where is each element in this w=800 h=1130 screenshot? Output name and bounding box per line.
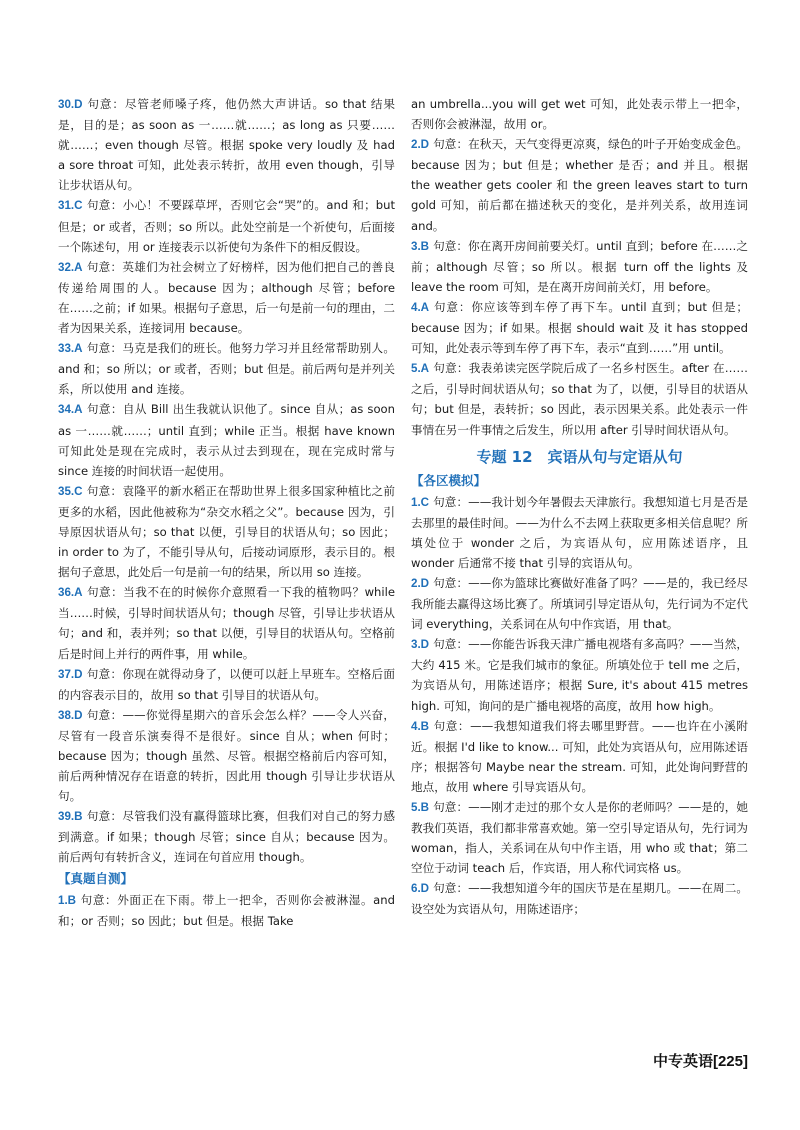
left-tail-entries [58,890,395,931]
answer-number: 6. [411,882,421,896]
answer-entry [411,134,748,235]
answer-explanation: 句意：——刚才走过的那个女人是你的老师吗？——是的，她教我们英语，我们都非常喜欢她。第一空引导定语从句，先行词为 woman，指人，关系词在从句中作主语，用 who 或 that；第二空位于动词 teach 后，作宾语，用人称代词宾格 us。 [411,800,748,876]
answer-explanation: 句意：我表弟读完医学院后成了一名乡村医生。after 在……之后，引导时间状语从句；so that 为了，以便，引导目的状语从句；but 但是，表转折；so 因此，表示因果关系。此处表示一件事情在另一件事情之后发生，所以用 after 引导时间状语从句。 [411,361,748,437]
answer-entry [58,257,395,338]
answer-number: 38. [58,708,75,722]
answer-entry [58,338,395,399]
answer-number: 34. [58,403,75,417]
answer-explanation: 句意：你在离开房间前要关灯。until 直到；before 在……之前；although 尽管；so 所以。根据 turn off the lights 及 leave the room 可知，是在离开房间前关灯，用 before。 [411,238,748,294]
answer-explanation: 句意：——我想知道我们将去哪里野营。——也许在小溪附近。根据 I'd like to know... 可知，此处为宾语从句，应用陈述语序；根据答句 Maybe near the stream. 可知，此处询问野营的地点，故用 where 引导宾语从句。 [411,718,748,794]
footer-label: 中专英语 [652,1052,713,1070]
answer-letter: C [420,495,430,509]
answer-number: 35. [58,484,75,498]
answer-letter: D [74,98,83,111]
answer-explanation: 句意：尽管老师嗓子疼，他仍然大声讲话。so that 结果是，目的是；as soon as 一……就……；as long as 只要……就……；even though 尽管。根据 spoke very loudly 及 had a sore throat 可知，此处表示转折，故用 even though，引导让步状语从句。 [58,97,395,193]
answer-entry [411,236,748,297]
answer-number: 3. [411,638,421,652]
answer-entry [411,797,748,878]
answer-explanation: 句意：小心！不要踩草坪，否则它会“哭”的。and 和；but 但是；or 或者，否则；so 所以。此处空前是一个祈使句，后面接一个陈述句，用 or 连接表示以祈使句为条件下的相反假设。 [58,198,395,254]
right-column [411,94,748,920]
answer-letter: C [74,484,83,498]
answer-explanation: 句意：——我想知道今年的国庆节是在星期几。——在周二。设空处为宾语从句，用陈述语序； [411,881,748,917]
section-tag-real-exam: 【真题自测】 [58,870,134,886]
continued-text: an umbrella...you will get wet 可知，此处表示带上一把伞，否则你会被淋湿，故用 or。 [411,97,748,132]
answer-explanation: 句意：在秋天，天气变得更凉爽，绿色的叶子开始变成金色。because 因为；but 但是；whether 是否；and 并且。根据 the weather gets cooler 和 the green leaves start to turn gold 可知，前后都在描述秋天的变化，是并列关系，故用连词 and。 [411,137,748,233]
answer-number: 3. [411,239,421,253]
answer-number: 33. [58,342,75,356]
answer-number: 2. [411,138,421,152]
answer-letter: D [420,576,430,590]
answer-explanation: 句意：——你觉得星期六的音乐会怎么样？——令人兴奋，尽管有一段音乐演奏得不是很好。since 自从；when 何时；because 因为；though 虽然、尽管。根据空格前后内容可知，前后两种情况存在语意的转折，因此用 though 引导让步状语从句。 [58,707,395,804]
answer-entry [411,297,748,358]
answer-entry [411,634,748,715]
answer-entry [411,716,748,797]
left-entries [58,94,395,868]
answer-explanation: 句意：自从 Bill 出生我就认识他了。since 自从；as soon as 一……就……；until 直到；while 正当。根据 have known 可知此处是现在完成时，表示从过去到现在，现在完成时常与 since 连接的时间状语一起使用。 [58,402,395,478]
answer-entry [58,582,395,663]
answer-number: 4. [411,719,421,733]
answer-letter: D [74,667,83,681]
answer-letter: B [67,893,77,907]
answer-entry [411,492,748,573]
answer-number: 1. [58,893,68,907]
answer-page [58,94,748,1034]
right-tail-entries [411,492,748,920]
answer-number: 30. [58,98,75,111]
answer-letter: B [420,239,430,253]
answer-letter: D [74,708,83,722]
answer-letter: A [74,586,83,600]
answer-letter: A [74,403,83,417]
answer-entry [58,94,395,195]
answer-entry [58,481,395,582]
answer-letter: D [420,138,430,152]
answer-entry [58,806,395,867]
left-column [58,94,395,931]
answer-number: 32. [58,260,75,274]
answer-number: 31. [58,199,75,213]
answer-entry [58,195,395,256]
answer-explanation: 句意：——你为篮球比赛做好准备了吗？——是的，我已经尽我所能去赢得这场比赛了。所填词引导定语从句，先行词为不定代词 everything，关系词在从句中作宾语，用 that。 [411,575,748,632]
answer-letter: D [420,882,430,896]
answer-number: 2. [411,576,421,590]
answer-letter: A [420,300,430,314]
answer-entry [411,573,748,634]
answer-explanation: 句意：——你能告诉我天津广播电视塔有多高吗？——当然，大约 415 米。它是我们城市的象征。所填处位于 tell me 之后，为宾语从句，用陈述语序；根据 Sure, it's about 415 metres high. 可知，询问的是广播电视塔的高度，故用 how high。 [411,637,748,713]
answer-letter: A [74,342,83,356]
answer-explanation: 句意：英雄们为社会树立了好榜样，因为他们把自己的善良传递给周围的人。because 因为；although 尽管；before 在……之前；if 如果。根据句子意思，后一句是前一句的理由，二者为因果关系，连接词用 because。 [58,259,395,336]
answer-number: 5. [411,362,421,376]
answer-entry [58,664,395,705]
answer-explanation: 句意：当我不在的时候你介意照看一下我的植物吗？while 当……时候，引导时间状语从句；though 尽管，引导让步状语从句；and 和，表并列；so that 以便，引导目的状语从句。空格前后是时间上并行的两件事，用 while。 [58,585,395,661]
answer-number: 1. [411,495,421,509]
section-tag-district-mock: 【各区模拟】 [411,472,487,488]
answer-explanation: 句意：——我计划今年暑假去天津旅行。我想知道七月是否是去那里的最佳时间。——为什么不去网上获取更多相关信息呢？所填处位于 wonder 之后，为宾语从句，应用陈述语序，且 wonder 后通常不接 that 引导的宾语从句。 [411,494,748,570]
answer-entry [58,890,395,931]
answer-explanation: 句意：袁隆平的新水稻正在帮助世界上很多国家种植比之前更多的水稻，因此他被称为“杂交水稻之父”。because 因为，引导原因状语从句；so that 以便，引导目的状语从句；so 因此；in order to 为了，不能引导从句，后接动词原形，表示目的。根据句子意思，此处后一句是前一句的结果，所以用 so 连接。 [58,483,395,580]
page-number: [225] [712,1053,748,1070]
answer-entry [411,878,748,919]
answer-letter: A [74,260,83,274]
answer-entry [58,705,395,806]
right-entries [411,134,748,439]
topic-title: 专题 12 宾语从句与定语从句 [476,447,683,466]
answer-entry [411,358,748,439]
answer-explanation: 句意：你现在就得动身了，以便可以赶上早班车。空格后面的内容表示目的，故用 so that 引导目的状语从句。 [58,666,395,702]
answer-number: 36. [58,586,75,600]
answer-explanation: 句意：你应该等到车停了再下车。until 直到；but 但是；because 因为；if 如果。根据 should wait 及 it has stopped 可知，此处表示等到车停了再下车，表示“直到……”用 until。 [411,299,748,356]
answer-letter: B [420,719,430,733]
answer-entry [58,399,395,480]
answer-letter: B [420,801,430,814]
answer-number: 37. [58,667,75,681]
answer-explanation: 句意：马克是我们的班长。他努力学习并且经常帮助别人。and 和；so 所以；or 或者，否则；but 但是。前后两句是并列关系，所以使用 and 连接。 [58,341,395,397]
answer-explanation: 句意：尽管我们没有赢得篮球比赛，但我们对自己的努力感到满意。if 如果；though 尽管；since 自从；because 因为。前后两句有转折含义，连词在句首应用 though。 [58,809,395,865]
answer-letter: D [420,638,430,652]
answer-letter: B [74,810,83,824]
page-footer [653,1050,748,1071]
answer-number: 39. [58,810,75,824]
answer-number: 4. [411,300,421,314]
answer-letter: C [74,199,83,213]
answer-number: 5. [411,801,421,814]
answer-letter: A [420,362,430,376]
answer-explanation: 句意：外面正在下雨。带上一把伞，否则你会被淋湿。and 和；or 否则；so 因此；but 但是。根据 Take [58,892,395,928]
